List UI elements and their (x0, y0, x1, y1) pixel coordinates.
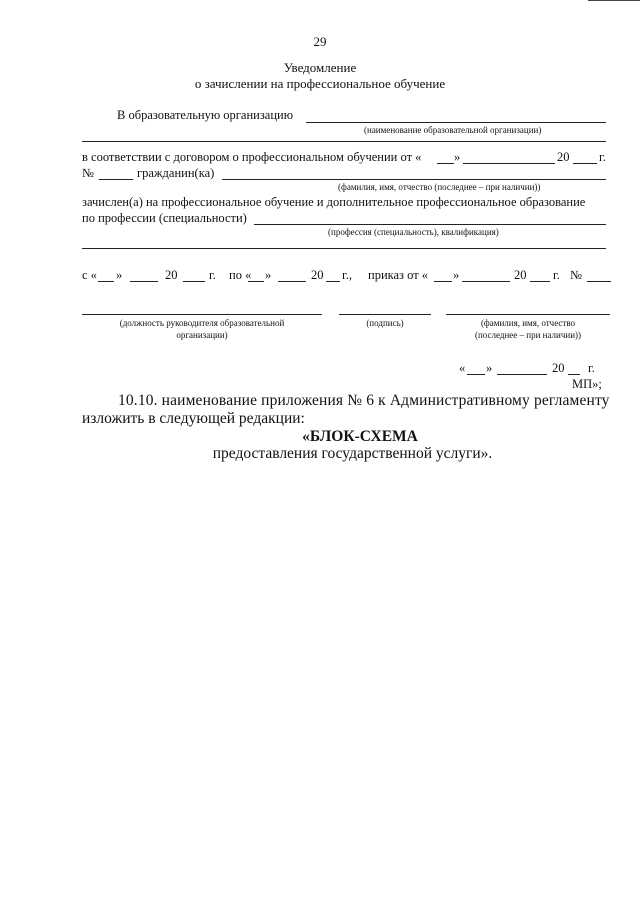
name-signature-line (446, 314, 610, 315)
position-signature-line (82, 314, 322, 315)
date-from-month-blank (130, 281, 158, 282)
bottom-date-year-prefix: 20 (552, 361, 565, 375)
org-underline (306, 122, 606, 123)
paragraph-line1: 10.10. наименование приложения № 6 к Административному регламенту (118, 392, 610, 409)
contract-quote-close: » (454, 150, 461, 164)
contract-year-blank (573, 163, 597, 164)
order-month-blank (462, 281, 510, 282)
date-from-year-blank (183, 281, 205, 282)
date-to-year-blank (326, 281, 340, 282)
org-label: В образовательную организацию (117, 108, 294, 122)
bottom-date-year-blank (568, 374, 580, 375)
date-from-year-suffix: г. (209, 268, 216, 282)
stamp-mark: МП»; (572, 377, 602, 391)
order-label: приказ от « (368, 268, 429, 282)
date-from-close: » (116, 268, 123, 282)
order-year-suffix: г. (553, 268, 560, 282)
order-year-prefix: 20 (514, 268, 527, 282)
contract-year-prefix: 20 (557, 150, 570, 164)
order-year-blank (530, 281, 550, 282)
document-title: Уведомление (283, 60, 357, 75)
citizen-number-sign: № (82, 166, 94, 180)
paragraph-line2: изложить в следующей редакции: (82, 410, 305, 427)
document-subtitle: о зачислении на профессиональное обучение (194, 76, 446, 91)
date-to-open: по « (229, 268, 252, 282)
profession-underline (254, 224, 606, 225)
order-number-sign: № (570, 268, 582, 282)
bottom-date-month-blank (497, 374, 547, 375)
org-caption: (наименование образовательной организации) (364, 125, 542, 135)
date-to-month-blank (278, 281, 306, 282)
order-close: » (453, 268, 460, 282)
contract-text: в соответствии с договором о профессиональном обучении от « (82, 150, 422, 164)
name-caption-line2: (последнее – при наличии)) (474, 330, 582, 340)
signature-caption: (подпись) (366, 318, 404, 328)
order-number-blank (587, 281, 611, 282)
date-from-open: с « (82, 268, 97, 282)
date-from-day-blank (98, 281, 114, 282)
position-caption-line2: организации) (176, 330, 228, 340)
date-from-year-prefix: 20 (165, 268, 178, 282)
bottom-date-year-suffix: г. (588, 361, 595, 375)
corner-mark (588, 0, 640, 1)
bottom-date-close: » (486, 361, 493, 375)
bottom-date-open: « (459, 361, 466, 375)
page-number: 29 (313, 34, 327, 49)
profession-label: по профессии (специальности) (82, 211, 247, 225)
contract-year-suffix: г. (599, 150, 606, 164)
profession-caption: (профессия (специальность), квалификация) (328, 227, 499, 237)
block-scheme-subtitle: предоставления государственной услуги». (212, 445, 493, 462)
divider-line (82, 141, 606, 142)
position-caption-line1: (должность руководителя образовательной (119, 318, 285, 328)
order-day-blank (434, 281, 452, 282)
contract-month-blank (463, 163, 555, 164)
enrolled-text: зачислен(а) на профессиональное обучение и дополнительное профессиональное образование (82, 195, 586, 209)
signature-line (339, 314, 431, 315)
block-scheme-title: «БЛОК-СХЕМА (302, 428, 418, 445)
profession-second-line (82, 248, 606, 249)
date-to-year-suffix: г., (342, 268, 352, 282)
date-to-close: » (265, 268, 272, 282)
citizen-caption: (фамилия, имя, отчество (последнее – при наличии)) (338, 182, 541, 192)
bottom-date-day-blank (467, 374, 485, 375)
contract-day-blank (437, 163, 454, 164)
name-caption-line1: (фамилия, имя, отчество (480, 318, 576, 328)
citizen-number-blank (99, 179, 133, 180)
date-to-day-blank (248, 281, 264, 282)
citizen-name-underline (222, 179, 606, 180)
citizen-label: гражданин(ка) (137, 166, 215, 180)
date-to-year-prefix: 20 (311, 268, 324, 282)
